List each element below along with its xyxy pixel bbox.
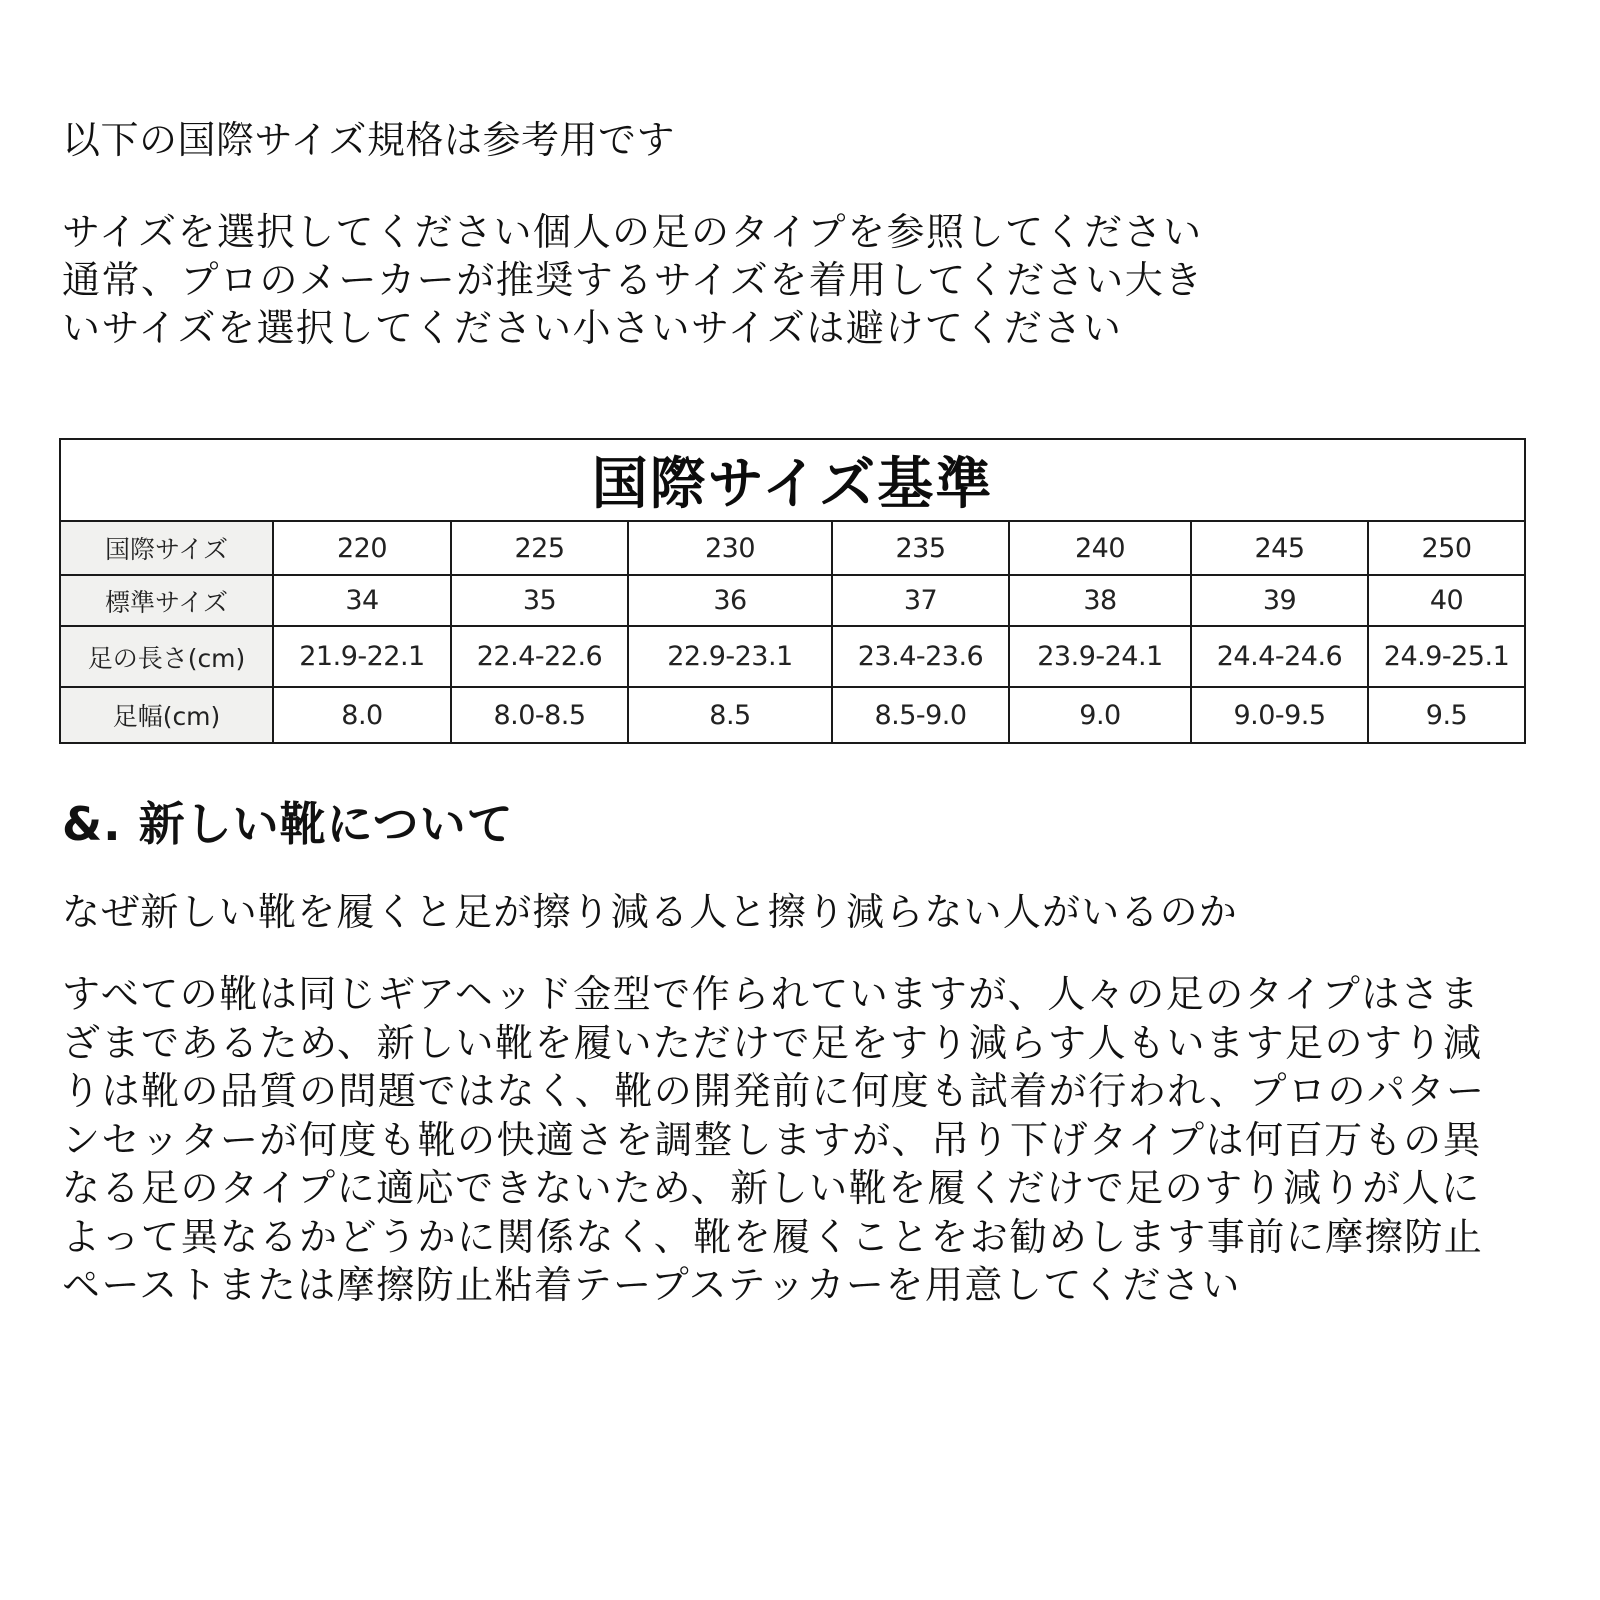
table-cell: 23.4-23.6 xyxy=(832,626,1009,687)
row-label: 足の長さ(cm) xyxy=(60,626,273,687)
table-cell: 235 xyxy=(832,521,1009,575)
size-advice-line: サイズを選択してください個人の足のタイプを参照してください xyxy=(62,210,1203,254)
explanation-line: ペーストまたは摩擦防止粘着テープステッカーを用意してください xyxy=(62,1263,1241,1307)
table-cell: 9.0 xyxy=(1009,687,1191,743)
table-cell: 23.9-24.1 xyxy=(1009,626,1191,687)
table-cell: 8.0 xyxy=(273,687,451,743)
row-label: 足幅(cm) xyxy=(60,687,273,743)
table-cell: 22.4-22.6 xyxy=(451,626,628,687)
table-cell: 8.0-8.5 xyxy=(451,687,628,743)
section-heading: &. 新しい靴について xyxy=(62,797,514,851)
explanation-line: ざまであるため、新しい靴を履いただけで足をすり減らす人もいます足のすり減 xyxy=(62,1020,1483,1065)
table-row-international-size xyxy=(60,521,1525,575)
size-chart-title: 国際サイズ基準 xyxy=(60,439,1525,521)
size-advice-line: いサイズを選択してください小さいサイズは避けてください xyxy=(62,306,1123,350)
table-cell: 250 xyxy=(1368,521,1525,575)
table-cell: 40 xyxy=(1368,575,1525,626)
table-cell: 38 xyxy=(1009,575,1191,626)
table-cell: 21.9-22.1 xyxy=(273,626,451,687)
table-cell: 36 xyxy=(628,575,832,626)
table-cell: 220 xyxy=(273,521,451,575)
table-cell: 9.5 xyxy=(1368,687,1525,743)
table-cell: 35 xyxy=(451,575,628,626)
table-cell: 245 xyxy=(1191,521,1368,575)
row-label: 標準サイズ xyxy=(60,575,273,626)
explanation-line: りは靴の品質の問題ではなく、靴の開発前に何度も試着が行われ、プロのパター xyxy=(62,1069,1486,1113)
table-cell: 230 xyxy=(628,521,832,575)
explanation-line: すべての靴は同じギアヘッド金型で作られていますが、人々の足のタイプはさま xyxy=(62,972,1480,1016)
table-row-foot-length xyxy=(60,626,1525,687)
table-cell: 37 xyxy=(832,575,1009,626)
explanation-line: ンセッターが何度も靴の快適さを調整しますが、吊り下げタイプは何百万もの異 xyxy=(62,1117,1483,1162)
table-cell: 39 xyxy=(1191,575,1368,626)
table-cell: 34 xyxy=(273,575,451,626)
explanation-line: なる足のタイプに適応できないため、新しい靴を履くだけで足のすり減りが人に xyxy=(62,1166,1481,1210)
table-cell: 9.0-9.5 xyxy=(1191,687,1368,743)
size-advice xyxy=(62,208,1262,352)
table-cell: 8.5 xyxy=(628,687,832,743)
table-cell: 8.5-9.0 xyxy=(832,687,1009,743)
size-chart-table xyxy=(59,438,1526,744)
table-cell: 22.9-23.1 xyxy=(628,626,832,687)
table-row-foot-width xyxy=(60,687,1525,743)
explanation-line: よって異なるかどうかに関係なく、靴を履くことをお勧めします事前に摩擦防止 xyxy=(62,1214,1484,1259)
row-label: 国際サイズ xyxy=(60,521,273,575)
table-row-standard-size xyxy=(60,575,1525,626)
table-cell: 240 xyxy=(1009,521,1191,575)
intro-text: 以下の国際サイズ規格は参考用です xyxy=(62,118,675,162)
section-explanation xyxy=(62,970,1542,1310)
table-cell: 24.4-24.6 xyxy=(1191,626,1368,687)
table-cell: 24.9-25.1 xyxy=(1368,626,1525,687)
size-advice-line: 通常、プロのメーカーが推奨するサイズを着用してください大き xyxy=(62,258,1204,302)
table-cell: 225 xyxy=(451,521,628,575)
section-question: なぜ新しい靴を履くと足が擦り減る人と擦り減らない人がいるのか xyxy=(62,890,1239,934)
